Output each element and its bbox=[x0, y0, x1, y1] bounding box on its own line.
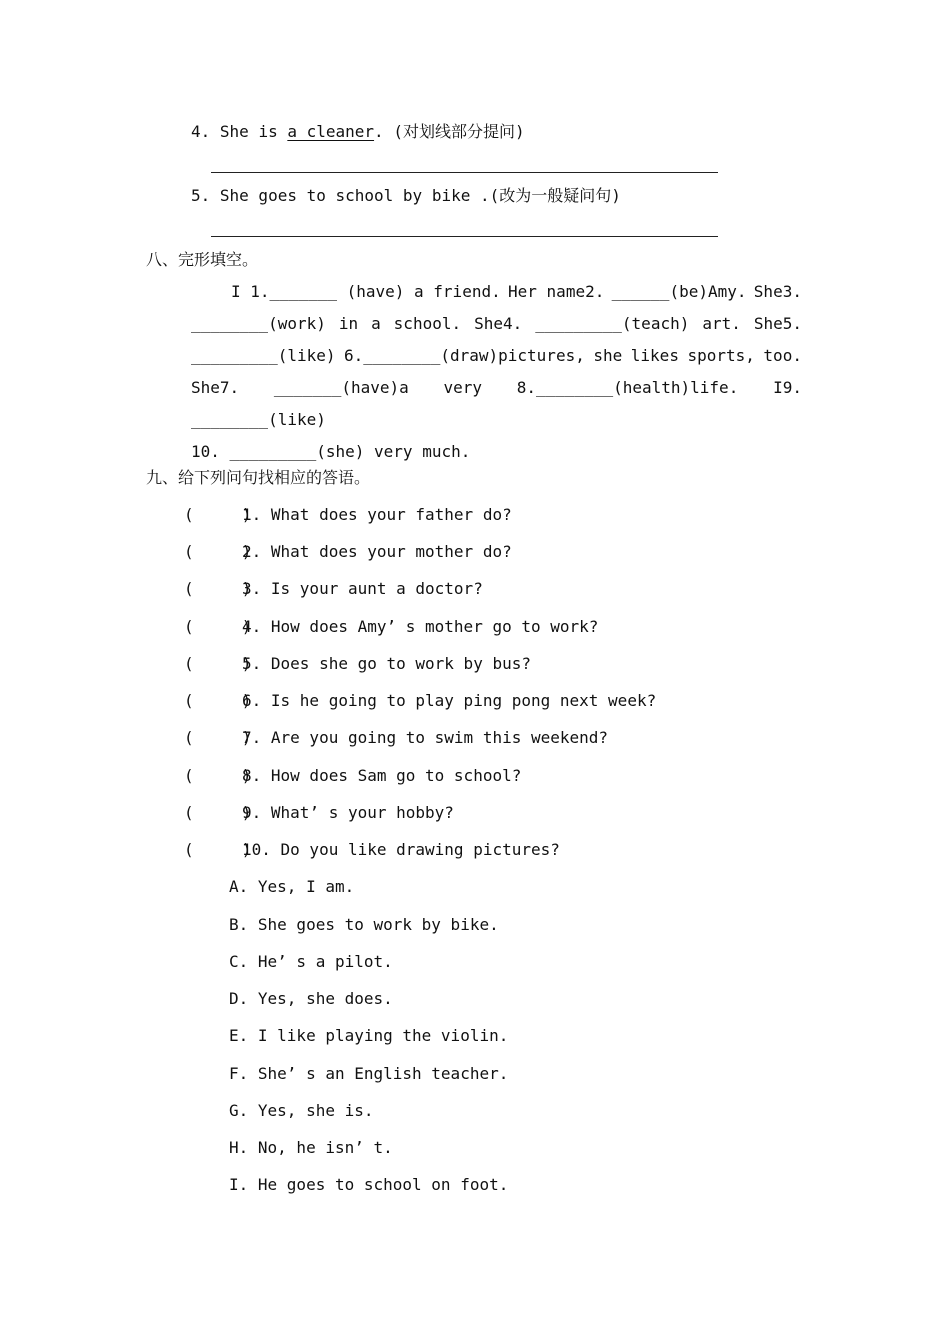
question-number: 4. bbox=[191, 122, 211, 141]
answer-option: B. She goes to work by bike. bbox=[229, 915, 499, 934]
match-question bbox=[184, 654, 531, 674]
answer-bracket[interactable]: ( ) bbox=[184, 505, 252, 524]
question-text: 3. Is your aunt a doctor? bbox=[242, 579, 483, 598]
section-9-heading: 九、给下列问句找相应的答语。 bbox=[146, 468, 371, 487]
underlined-phrase: a cleaner bbox=[287, 122, 375, 141]
section-8-heading: 八、完形填空。 bbox=[146, 250, 259, 269]
answer-option: A. Yes, I am. bbox=[229, 877, 355, 896]
cloze-fragment: _______(have)a bbox=[273, 378, 409, 397]
answer-option: G. Yes, she is. bbox=[229, 1101, 374, 1120]
answer-option: C. He’ s a pilot. bbox=[229, 952, 393, 971]
answer-bracket[interactable]: ( ) bbox=[184, 803, 252, 822]
cloze-fragment: very bbox=[443, 378, 483, 397]
cloze-fragment: ______(be)Amy. bbox=[611, 282, 747, 301]
answer-bracket[interactable]: ( ) bbox=[184, 542, 252, 561]
answer-bracket[interactable]: ( ) bbox=[184, 579, 252, 598]
answer-bracket[interactable]: ( ) bbox=[184, 691, 252, 710]
cloze-row-1 bbox=[191, 282, 802, 302]
question-instruction: . (对划线部分提问) bbox=[374, 122, 525, 141]
cloze-fragment: she bbox=[593, 346, 623, 365]
cloze-fragment: I 1._______ (have) a friend. bbox=[231, 282, 501, 301]
cloze-fragment: 8.________(health)life. bbox=[516, 378, 739, 397]
cloze-fragment: She4. bbox=[474, 314, 523, 333]
answer-line-5[interactable] bbox=[211, 236, 718, 237]
answer-option: I. He goes to school on foot. bbox=[229, 1175, 509, 1194]
answer-bracket[interactable]: ( ) bbox=[184, 617, 252, 636]
answer-bracket[interactable]: ( ) bbox=[184, 654, 252, 673]
match-question bbox=[184, 505, 512, 525]
question-text: 5. Does she go to work by bus? bbox=[242, 654, 531, 673]
question-text: 10. Do you like drawing pictures? bbox=[242, 840, 560, 859]
match-question bbox=[184, 579, 483, 599]
cloze-fragment: I9. bbox=[773, 378, 802, 397]
cloze-fragment: Her name2. bbox=[508, 282, 605, 301]
answer-option: F. She’ s an English teacher. bbox=[229, 1064, 509, 1083]
question-text: 2. What does your mother do? bbox=[242, 542, 512, 561]
cloze-passage bbox=[191, 282, 802, 410]
cloze-row-2 bbox=[191, 314, 802, 334]
cloze-row-5: ________(like) bbox=[191, 410, 326, 429]
match-question bbox=[184, 542, 512, 562]
question-text: 9. What’ s your hobby? bbox=[242, 803, 454, 822]
answer-option: D. Yes, she does. bbox=[229, 989, 393, 1008]
answer-bracket[interactable]: ( ) bbox=[184, 840, 252, 859]
cloze-fragment: She3. bbox=[753, 282, 802, 301]
cloze-row-3 bbox=[191, 346, 802, 366]
match-question bbox=[184, 766, 521, 786]
match-question bbox=[184, 728, 608, 748]
question-text: 1. What does your father do? bbox=[242, 505, 512, 524]
cloze-fragment: likes bbox=[630, 346, 679, 365]
question-text: 8. How does Sam go to school? bbox=[242, 766, 522, 785]
match-question bbox=[184, 617, 598, 637]
question-text: 6. Is he going to play ping pong next week? bbox=[242, 691, 657, 710]
cloze-fragment: _________(like) bbox=[191, 346, 336, 365]
cloze-row-6: 10. _________(she) very much. bbox=[191, 442, 471, 461]
cloze-row-4 bbox=[191, 378, 802, 398]
answer-bracket[interactable]: ( ) bbox=[184, 728, 252, 747]
answer-line-4[interactable] bbox=[211, 172, 718, 173]
answer-option: E. I like playing the violin. bbox=[229, 1026, 509, 1045]
question-text: 4. How does Amy’ s mother go to work? bbox=[242, 617, 599, 636]
rewrite-question-5: 5. She goes to school by bike .(改为一般疑问句) bbox=[191, 186, 621, 205]
match-question bbox=[184, 803, 454, 823]
answer-option: H. No, he isn’ t. bbox=[229, 1138, 393, 1157]
cloze-fragment: art. bbox=[702, 314, 741, 333]
cloze-fragment: ________(work) bbox=[191, 314, 326, 333]
cloze-fragment: in bbox=[338, 314, 359, 333]
cloze-fragment: too. bbox=[763, 346, 802, 365]
rewrite-question-4 bbox=[191, 122, 525, 142]
question-text: 7. Are you going to swim this weekend? bbox=[242, 728, 609, 747]
cloze-fragment: She7. bbox=[191, 378, 240, 397]
cloze-fragment: 6.________(draw)pictures, bbox=[344, 346, 585, 365]
cloze-fragment: sports, bbox=[687, 346, 755, 365]
match-question bbox=[184, 691, 656, 711]
cloze-fragment: _________(teach) bbox=[535, 314, 690, 333]
answer-bracket[interactable]: ( ) bbox=[184, 766, 252, 785]
cloze-fragment: a bbox=[371, 314, 381, 333]
cloze-fragment: school. bbox=[393, 314, 462, 333]
question-text: She is bbox=[219, 122, 288, 141]
cloze-fragment: She5. bbox=[753, 314, 802, 333]
match-question bbox=[184, 840, 560, 860]
